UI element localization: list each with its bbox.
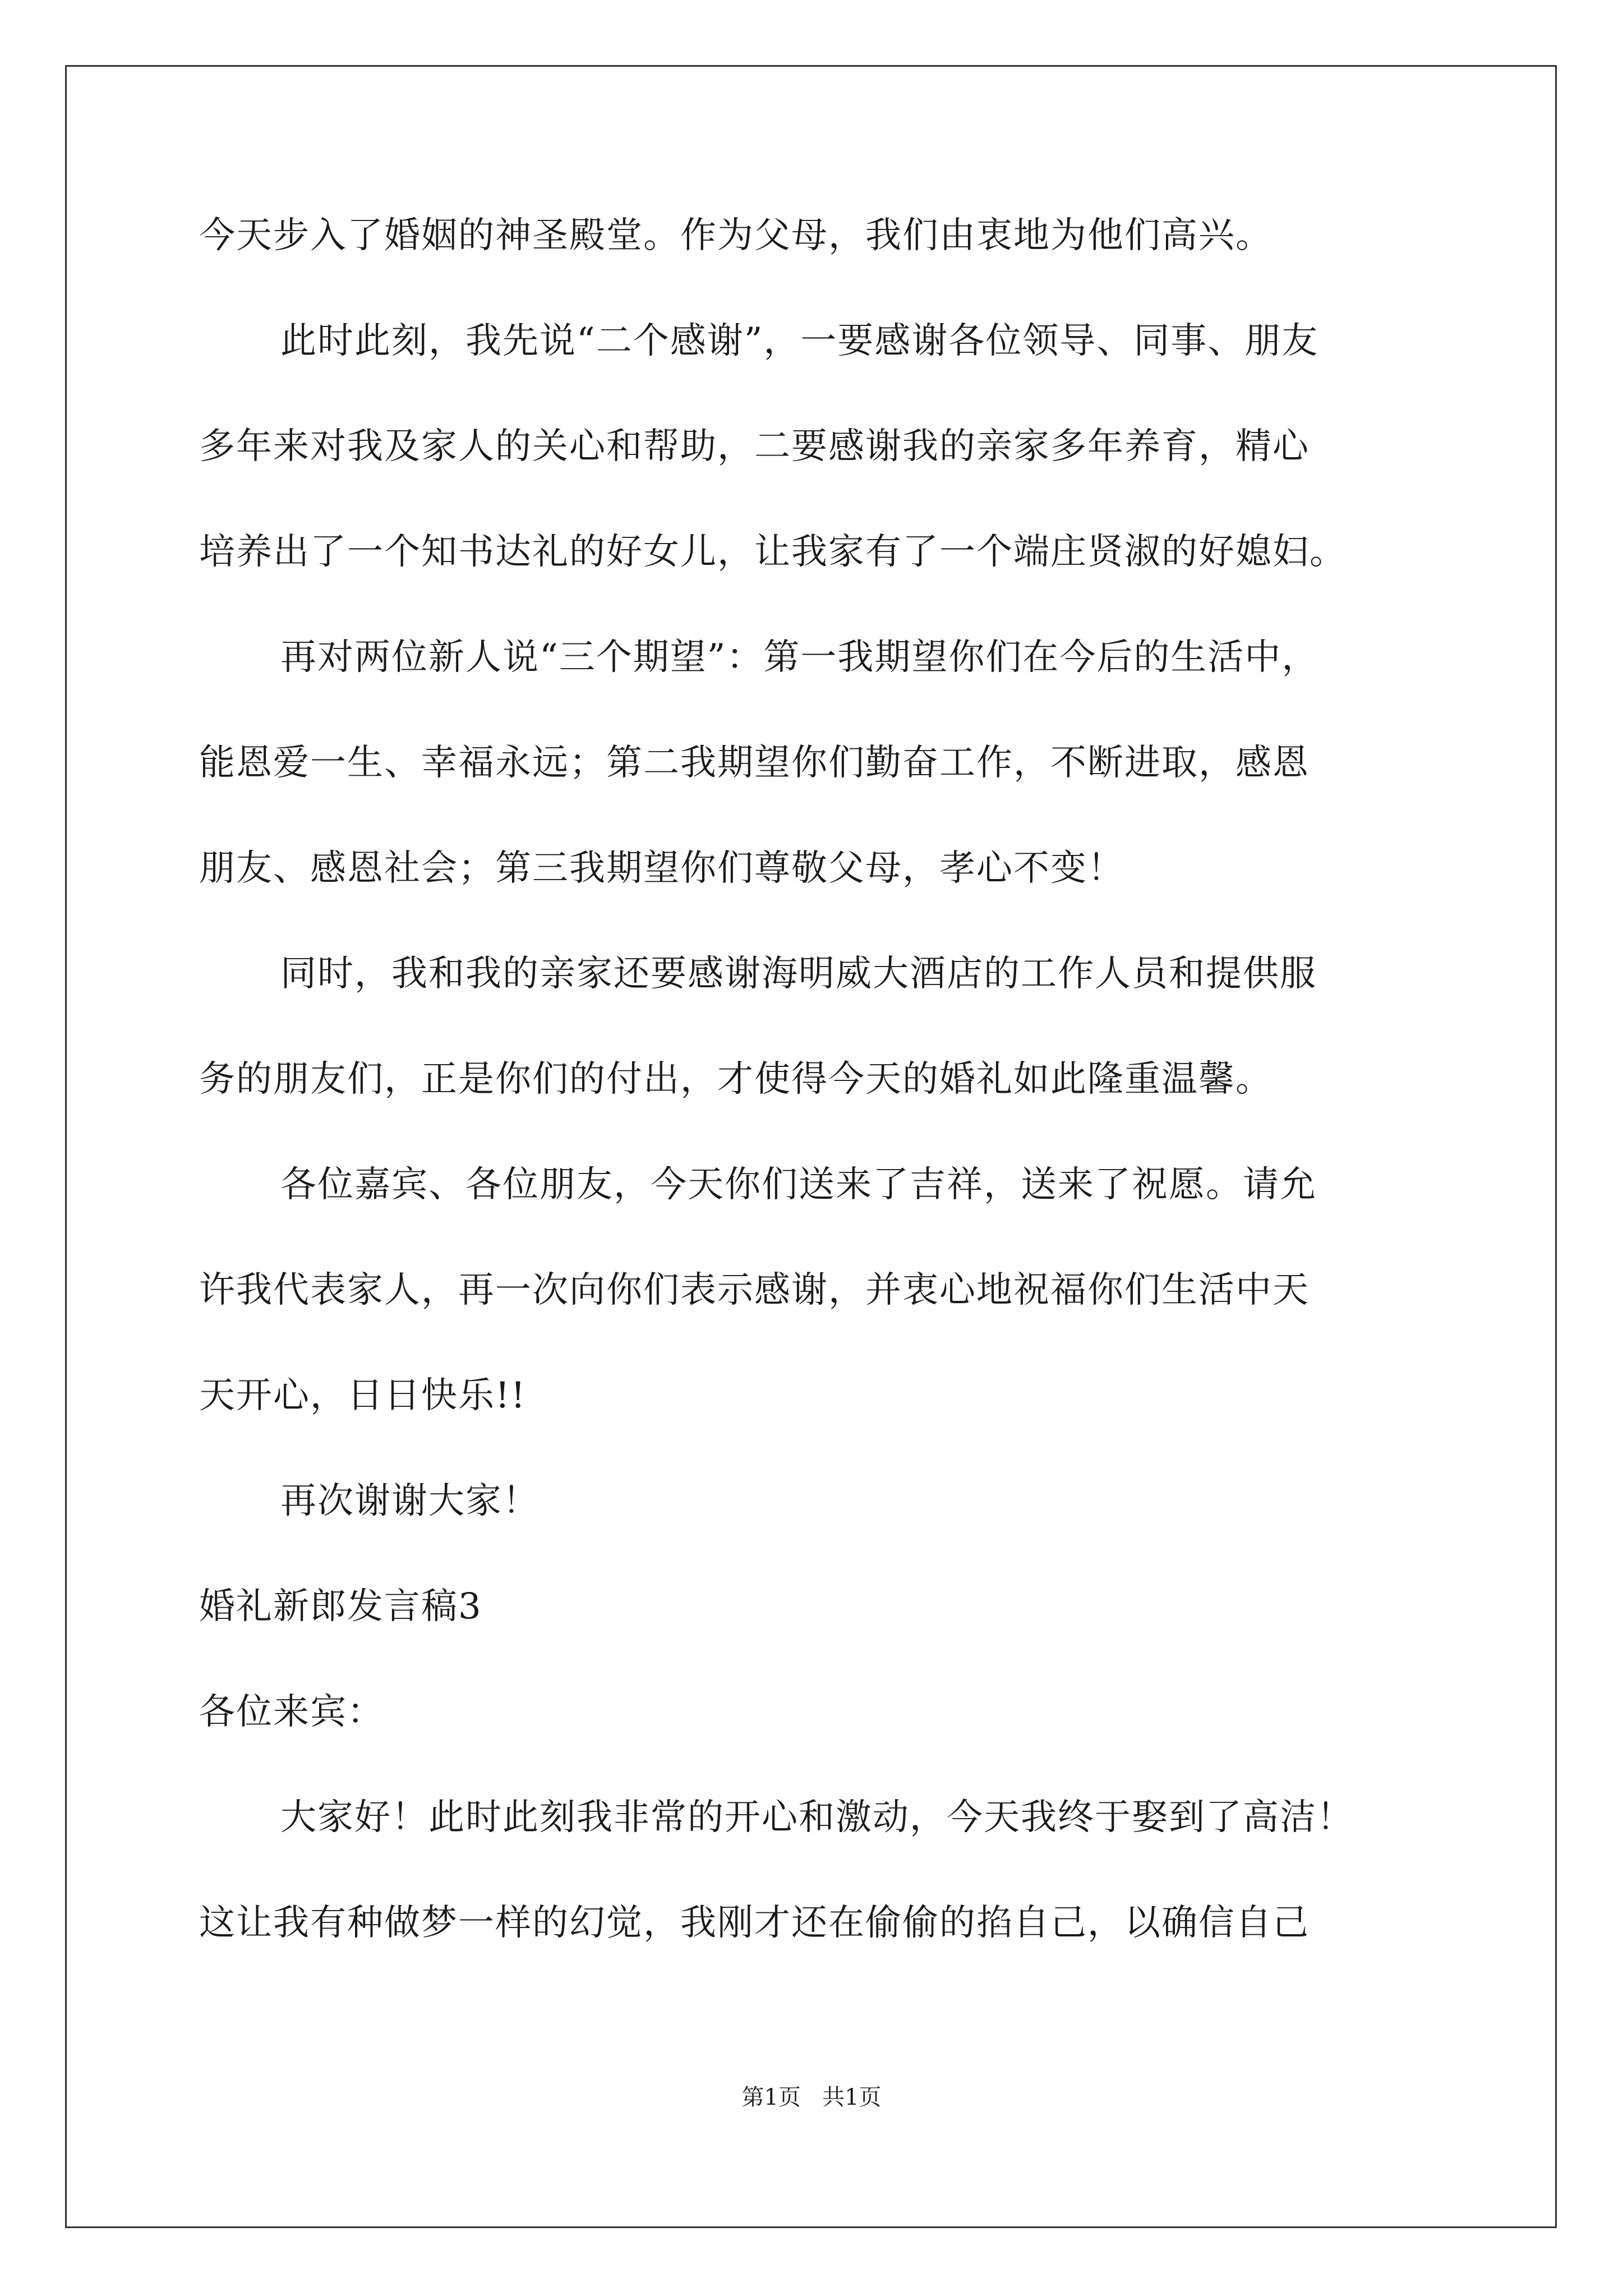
paragraph-start: 各位嘉宾、各位朋友，今天你们送来了吉祥，送来了祝愿。请允	[280, 1164, 1317, 1205]
text-line: 务的朋友们，正是你们的付出，才使得今天的婚礼如此隆重温馨。	[199, 1059, 1272, 1100]
paragraph-start: 同时，我和我的亲家还要感谢海明威大酒店的工作人员和提供服	[280, 953, 1317, 995]
text-line: 许我代表家人，再一次向你们表示感谢，并衷心地祝福你们生活中天	[199, 1269, 1310, 1311]
paragraph-start: 此时此刻，我先说“二个感谢”，一要感谢各位领导、同事、朋友	[280, 320, 1319, 362]
text-line: 今天步入了婚姻的神圣殿堂。作为父母，我们由衷地为他们高兴。	[199, 215, 1272, 256]
text-line: 培养出了一个知书达礼的好女儿，让我家有了一个端庄贤淑的好媳妇。	[199, 531, 1347, 573]
text-line: 能恩爱一生、幸福永远；第二我期望你们勤奋工作，不断进取，感恩	[199, 742, 1310, 784]
text-line: 朋友、感恩社会；第三我期望你们尊敬父母，孝心不变！	[199, 848, 1124, 889]
text-line: 多年来对我及家人的关心和帮助，二要感谢我的亲家多年养育，精心	[199, 426, 1310, 467]
salutation: 各位来宾：	[199, 1691, 384, 1733]
text-line: 这让我有种做梦一样的幻觉，我刚才还在偷偷的掐自己，以确信自己	[199, 1902, 1310, 1944]
paragraph-start: 再对两位新人说“三个期望”：第一我期望你们在今后的生活中，	[280, 637, 1319, 678]
page-footer: 第1页 共1页	[741, 2085, 882, 2110]
paragraph-start: 再次谢谢大家！	[280, 1480, 540, 1522]
section-heading: 婚礼新郎发言稿3	[199, 1586, 482, 1627]
paragraph-start: 大家好！此时此刻我非常的开心和激动，今天我终于娶到了高洁！	[280, 1797, 1354, 1838]
text-line: 天开心，日日快乐!!	[199, 1375, 527, 1416]
